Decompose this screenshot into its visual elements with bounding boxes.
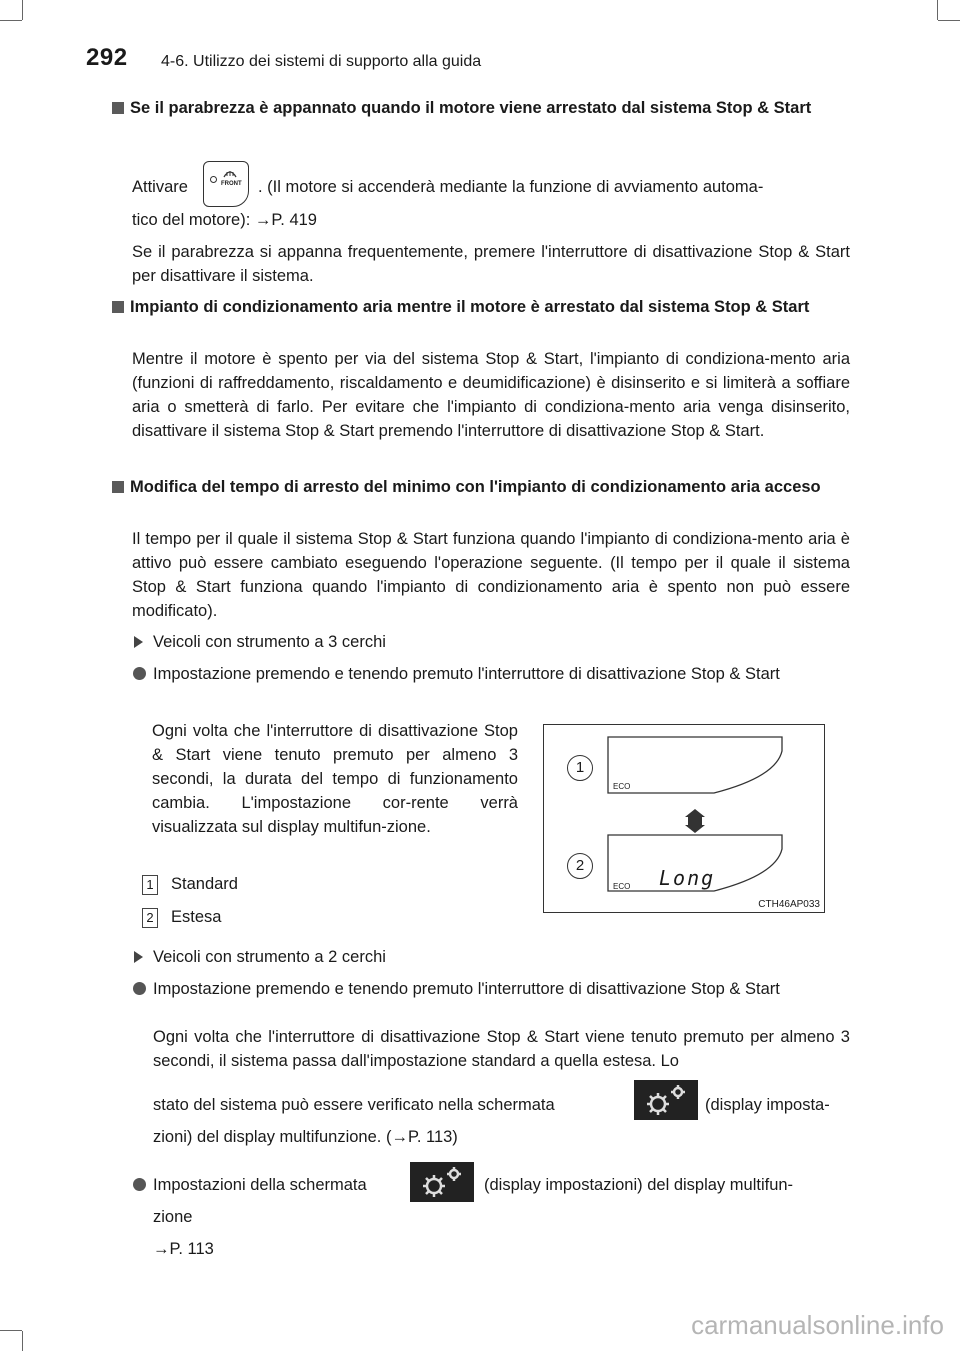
square-bullet-icon (112, 301, 124, 313)
number-marker: 1 (142, 875, 158, 895)
settings-gear-icon (634, 1080, 698, 1120)
settings-gear-icon (410, 1162, 474, 1202)
paragraph: Mentre il motore è spento per via del sistema Stop & Start, l'impianto di condiziona-mento aria (funzioni di raffreddamento, riscaldamento e deumidificazione) è disinserito e si limiterà a soffiare aria o smetterà di farlo. Per evitare che l'impianto di condiziona-mento aria venga disinserito, disattivare il sistema Stop & Start premendo l'interruttore di disattivazione Stop & Start. (132, 350, 850, 440)
bullet-text: Impostazioni della schermata (153, 1176, 367, 1194)
triangle-bullet-icon (134, 951, 143, 963)
bullet-description: Ogni volta che l'interruttore di disattivazione Stop & Start viene tenuto premuto per almeno 3 secondi, il sistema passa dall'impostazione standard a quella estesa. Lo (153, 1028, 850, 1070)
bullet-text: zione (153, 1208, 193, 1226)
activate-instruction-cont: tico del motore): →P. 419 (132, 211, 317, 229)
crop-mark (0, 1330, 22, 1331)
circle-bullet-icon (133, 667, 146, 680)
status-text: stato del sistema può essere verificato nella schermata (153, 1096, 555, 1114)
watermark: carmanualsonline.info (691, 1310, 944, 1340)
sub-heading: Veicoli con strumento a 2 cerchi (153, 948, 386, 966)
crop-mark (937, 0, 938, 20)
front-defroster-button-icon: FRONT (203, 161, 249, 207)
long-mode-display: Long (659, 866, 716, 890)
crop-mark (22, 0, 23, 20)
bullet-text: Impostazione premendo e tenendo premuto l'interruttore di disattivazione Stop & Start (153, 980, 780, 998)
circle-bullet-icon (133, 1178, 146, 1191)
callout-2: 2 (567, 853, 593, 879)
bullet-text: Impostazione premendo e tenendo premuto l'interruttore di disattivazione Stop & Start (153, 665, 780, 683)
page-reference: →P. 113 (153, 1240, 214, 1258)
figure-code: CTH46AP033 (758, 899, 820, 910)
chapter-title: 4-6. Utilizzo dei sistemi di supporto alla guida (161, 53, 482, 70)
page-number: 292 (86, 44, 128, 71)
display-illustration (543, 724, 825, 913)
square-bullet-icon (112, 102, 124, 114)
status-text: (display imposta- (705, 1096, 830, 1114)
eco-label: ECO (613, 882, 631, 891)
page-reference: →P. 419 (254, 211, 317, 229)
circle-bullet-icon (133, 982, 146, 995)
bullet-text: (display impostazioni) del display multifun- (484, 1176, 794, 1194)
activate-label: Attivare (132, 178, 188, 196)
paragraph: Il tempo per il quale il sistema Stop & Start funziona quando l'impianto di condiziona-mento aria è attivo può essere cambiato eseguendo l'operazione seguente. (Il tempo per il quale il sistema Stop & Start funziona quando l'impianto di condizionamento aria è spento non può essere modificato). (132, 530, 850, 620)
triangle-bullet-icon (134, 636, 143, 648)
option-label: Standard (171, 875, 238, 893)
paragraph: Se il parabrezza si appanna frequentemente, premere l'interruttore di disattivazione Stop & Start per disattivare il sistema. (132, 243, 850, 285)
square-bullet-icon (112, 481, 124, 493)
number-marker: 2 (142, 908, 158, 928)
crop-mark (22, 1331, 23, 1351)
callout-1: 1 (567, 755, 593, 781)
option-label: Estesa (171, 908, 222, 926)
eco-label: ECO (613, 782, 631, 791)
sub-heading: Veicoli con strumento a 3 cerchi (153, 633, 386, 651)
crop-mark (938, 20, 960, 21)
status-text: zioni) del display multifunzione. (→P. 113) (153, 1128, 458, 1146)
paragraph: Ogni volta che l'interruttore di disattivazione Stop & Start viene tenuto premuto per almeno 3 secondi, la durata del tempo di funzionamento cambia. L'impostazione cor-rente verrà visualizzata sul display multifun-zione. (152, 722, 518, 836)
activate-instruction: . (Il motore si accenderà mediante la funzione di avviamento automa- (258, 178, 764, 196)
section-heading: Impianto di condizionamento aria mentre il motore è arrestato dal sistema Stop & Start (112, 295, 854, 319)
section-heading: Se il parabrezza è appannato quando il motore viene arrestato dal sistema Stop & Start (112, 96, 854, 120)
section-heading: Modifica del tempo di arresto del minimo con l'impianto di condizionamento aria acceso (112, 475, 854, 499)
crop-mark (0, 20, 22, 21)
